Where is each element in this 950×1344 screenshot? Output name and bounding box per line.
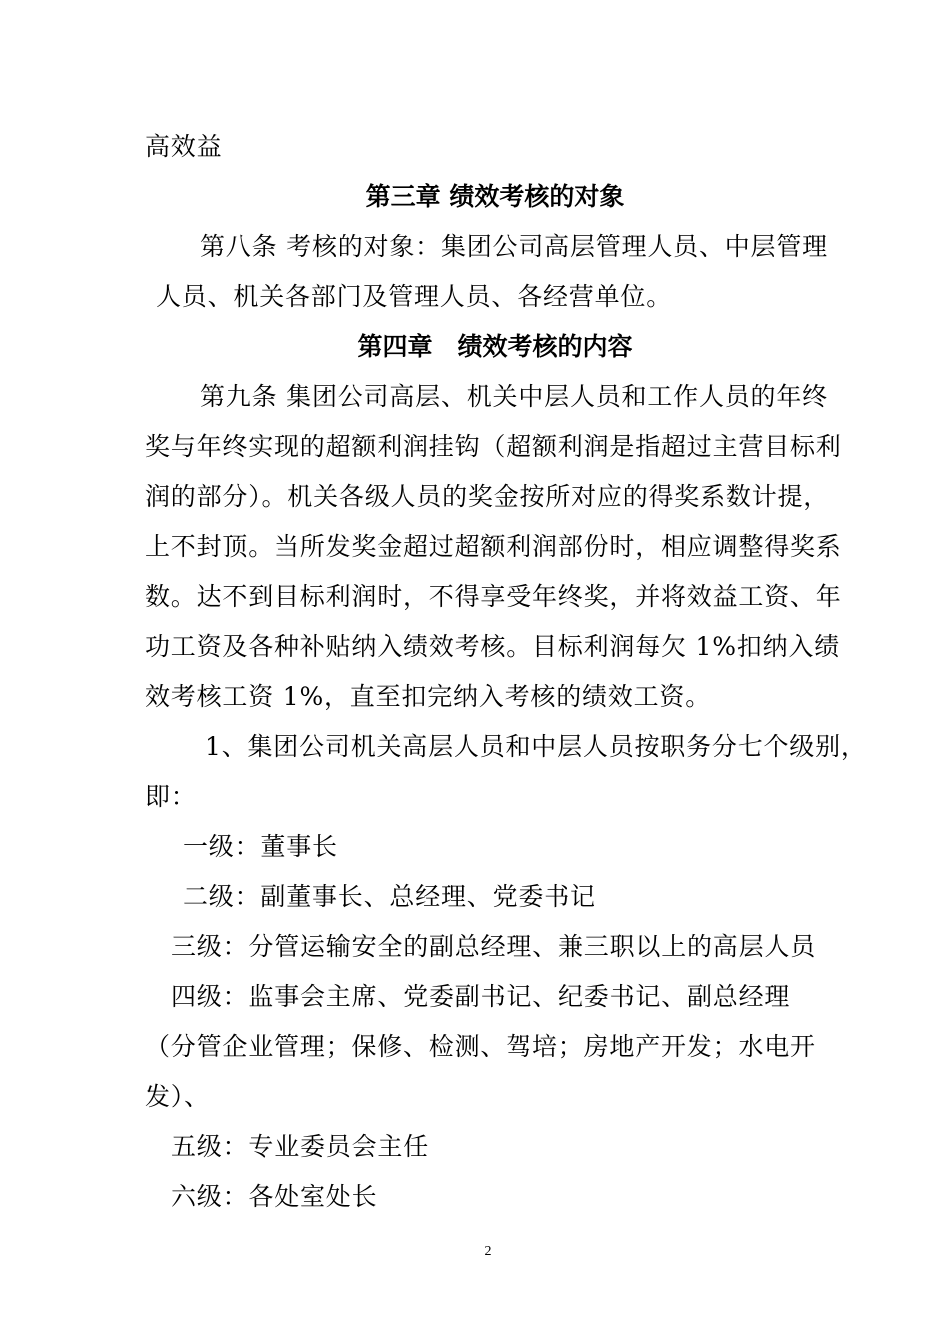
grade-5: 五级：专业委员会主任	[171, 1132, 430, 1161]
item-1-line-1: 1、集团公司机关高层人员和中层人员按职务分七个级别，	[205, 732, 867, 761]
article-9-line-3: 润的部分）。机关各级人员的奖金按所对应的得奖系数计提，	[145, 482, 830, 511]
chapter-3-heading: 第三章 绩效考核的对象	[365, 182, 625, 211]
item-1-line-2: 即：	[145, 782, 197, 811]
article-8-line-1: 第八条 考核的对象：集团公司高层管理人员、中层管理	[200, 232, 828, 261]
grade-2: 二级：副董事长、总经理、党委书记	[183, 882, 596, 911]
article-9-line-7: 效考核工资 1%，直至扣完纳入考核的绩效工资。	[145, 682, 712, 711]
grade-4: 四级：监事会主席、党委副书记、纪委书记、副总经理	[171, 982, 791, 1011]
article-9-line-4: 上不封顶。当所发奖金超过超额利润部份时，相应调整得奖系	[145, 532, 842, 561]
grade-4-line-3: 发）、	[145, 1082, 210, 1111]
grade-6: 六级：各处室处长	[171, 1182, 378, 1211]
article-9-line-6: 功工资及各种补贴纳入绩效考核。目标利润每欠 1%扣纳入绩	[145, 632, 841, 661]
page-number: 2	[484, 1244, 492, 1259]
grade-3: 三级：分管运输安全的副总经理、兼三职以上的高层人员	[171, 932, 817, 961]
grade-4-line-2: （分管企业管理；保修、检测、驾培；房地产开发；水电开	[145, 1032, 816, 1061]
article-8-line-2: 人员、机关各部门及管理人员、各经营单位。	[156, 282, 673, 311]
article-9-line-1: 第九条 集团公司高层、机关中层人员和工作人员的年终	[200, 382, 828, 411]
article-9-line-2: 奖与年终实现的超额利润挂钩（超额利润是指超过主营目标利	[145, 432, 842, 461]
article-9-line-5: 数。达不到目标利润时，不得享受年终奖，并将效益工资、年	[145, 582, 842, 611]
grade-1: 一级：董事长	[183, 832, 338, 861]
text-line: 高效益	[145, 132, 223, 161]
chapter-4-heading: 第四章 绩效考核的内容	[357, 332, 633, 361]
